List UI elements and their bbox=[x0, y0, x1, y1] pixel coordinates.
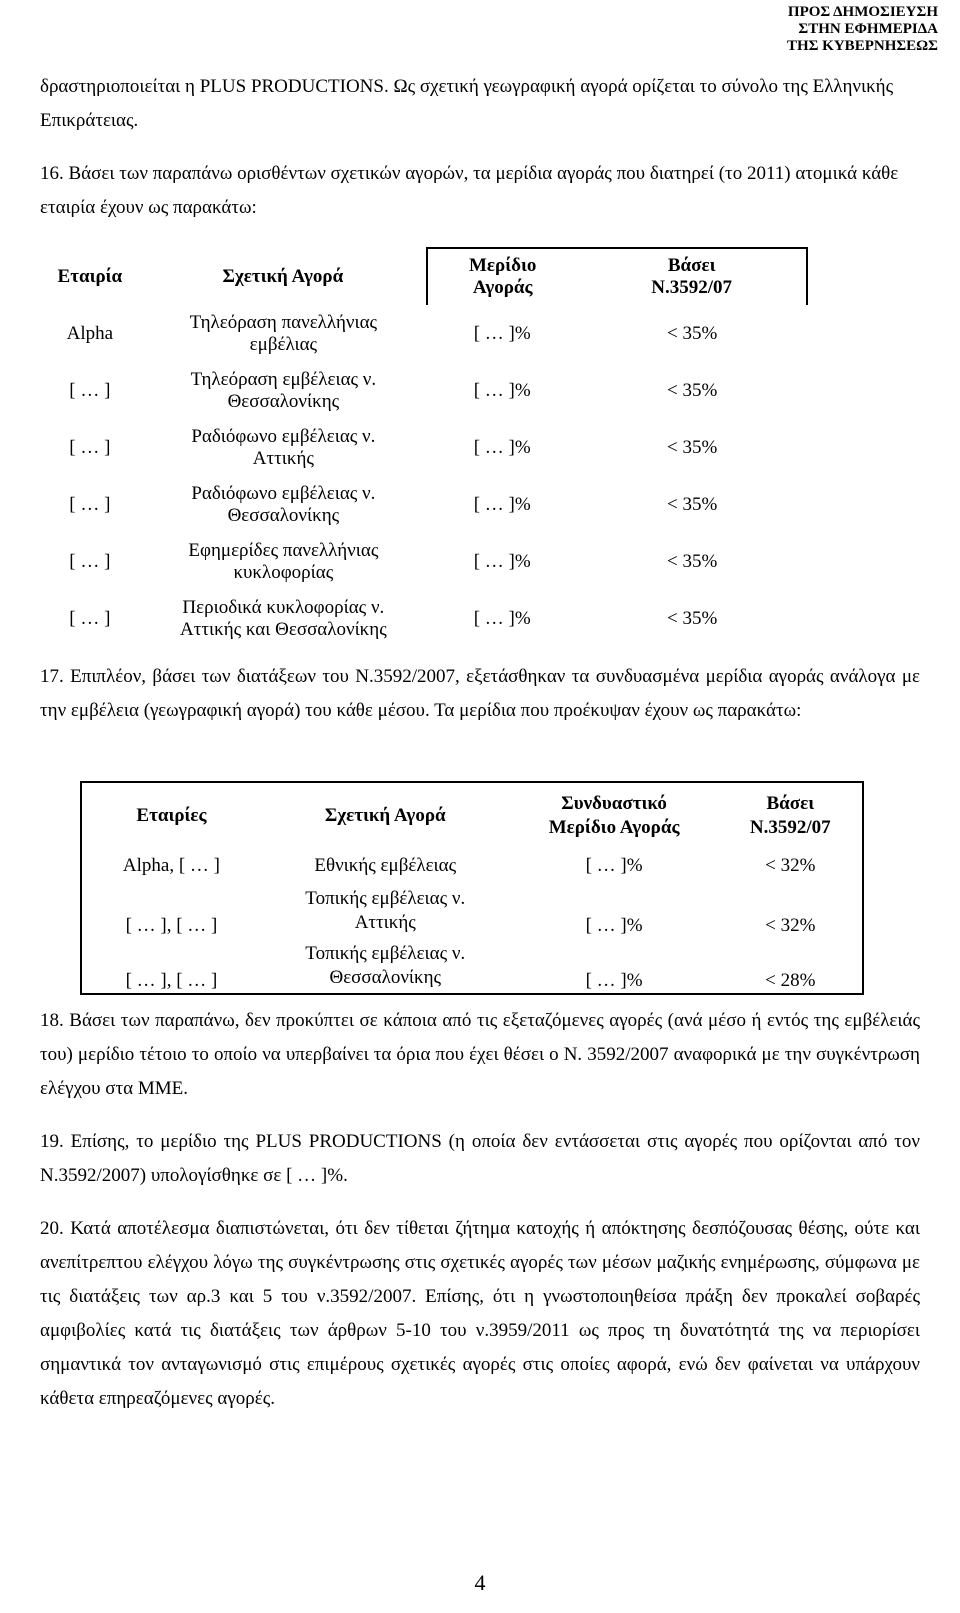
cell-market: Τοπικής εμβέλειας ν. Αττικής bbox=[305, 887, 466, 933]
cell-basis: < 35% bbox=[667, 379, 718, 401]
table-row bbox=[40, 533, 807, 590]
cell-share: [ … ]% bbox=[585, 970, 643, 991]
cell-basis: < 32% bbox=[765, 915, 816, 936]
cell-share: [ … ]% bbox=[473, 436, 531, 458]
cell-companies: Alpha, [ … ] bbox=[122, 855, 221, 876]
cell-basis: < 35% bbox=[667, 436, 718, 458]
header-line-3: ΤΗΣ ΚΥΒΕΡΝΗΣΕΩΣ bbox=[786, 38, 938, 54]
cell-share: [ … ]% bbox=[585, 915, 643, 936]
paragraph-17: 17. Επιπλέον, βάσει των διατάξεων του Ν.3592/2007, εξετάσθηκαν τα συνδυασμένα μερίδια αγοράς ανάλογα με την εμβέλεια (γεωγραφική αγορά) του κάθε μέσου. Τα μερίδια που προέκυψαν έχουν ως παρακάτω: bbox=[40, 666, 920, 721]
table-row bbox=[81, 849, 863, 883]
publication-header bbox=[787, 4, 938, 55]
intro-paragraph: δραστηριοποιείται η PLUS PRODUCTIONS. Ως σχετική γεωγραφική αγορά ορίζεται το σύνολο της Ελληνικής Επικράτειας. bbox=[40, 76, 894, 131]
individual-shares-table bbox=[40, 247, 808, 647]
cell-basis: < 28% bbox=[765, 970, 816, 991]
table-row bbox=[40, 419, 807, 476]
col-header-basis: Βάσει Ν.3592/07 bbox=[577, 248, 807, 305]
cell-share: [ … ]% bbox=[473, 379, 531, 401]
cell-basis: < 32% bbox=[765, 855, 816, 876]
cell-basis: < 35% bbox=[667, 607, 718, 629]
col-header-company: Εταιρία bbox=[57, 265, 123, 287]
cell-basis: < 35% bbox=[667, 493, 718, 515]
cell-market: Τοπικής εμβέλειας ν. Θεσσαλονίκης bbox=[305, 942, 466, 988]
cell-companies: [ … ], [ … ] bbox=[125, 970, 218, 991]
cell-market: Τηλεόραση εμβέλειας ν. Θεσσαλονίκης bbox=[190, 368, 377, 412]
cell-share: [ … ]% bbox=[473, 493, 531, 515]
table-header-row bbox=[81, 782, 863, 849]
col-header-companies: Εταιρίες bbox=[136, 805, 207, 826]
cell-share: [ … ]% bbox=[585, 855, 643, 876]
cell-market: Εθνικής εμβέλειας bbox=[314, 855, 457, 876]
col-header-market: Σχετική Αγορά bbox=[324, 805, 446, 826]
cell-share: [ … ]% bbox=[473, 322, 531, 344]
header-line-1: ΠΡΟΣ ΔΗΜΟΣΙΕΥΣΗ bbox=[787, 4, 938, 20]
paragraph-16: 16. Βάσει των παραπάνω ορισθέντων σχετικών αγορών, τα μερίδια αγοράς που διατηρεί (το 2011) ατομικά κάθε εταιρία έχουν ως παρακάτω: bbox=[40, 163, 899, 218]
page-number: 4 bbox=[474, 1570, 486, 1595]
cell-company: [ … ] bbox=[69, 379, 111, 401]
table-row bbox=[81, 883, 863, 938]
cell-share: [ … ]% bbox=[473, 550, 531, 572]
cell-company: [ … ] bbox=[69, 550, 111, 572]
cell-share: [ … ]% bbox=[473, 607, 531, 629]
cell-market: Ραδιόφωνο εμβέλειας ν. Θεσσαλονίκης bbox=[191, 482, 376, 526]
table-row bbox=[40, 362, 807, 419]
cell-basis: < 35% bbox=[667, 322, 718, 344]
paragraph-18: 18. Βάσει των παραπάνω, δεν προκύπτει σε κάποια από τις εξεταζόμενες αγορές (ανά μέσο ή εντός της εμβέλειάς του) μερίδιο τέτοιο το οποίο να υπερβαίνει τα όρια που έχει θέσει ο Ν. 3592/2007 αναφορικά με την συγκέντρωση ελέγχου στα ΜΜΕ. bbox=[40, 1010, 920, 1099]
table-header-row bbox=[40, 248, 807, 305]
table-row bbox=[40, 476, 807, 533]
col-header-basis: Βάσει Ν.3592/07 bbox=[749, 793, 831, 838]
table-row bbox=[81, 938, 863, 994]
cell-market: Περιοδικά κυκλοφορίας ν. Αττικής και Θεσσαλονίκης bbox=[180, 596, 387, 640]
table-row bbox=[40, 590, 807, 647]
cell-company: [ … ] bbox=[69, 493, 111, 515]
paragraph-20: 20. Κατά αποτέλεσμα διαπιστώνεται, ότι δεν τίθεται ζήτημα κατοχής ή απόκτησης δεσπόζουσας θέσης, ούτε και ανεπίτρεπτου ελέγχου λόγω της συγκέντρωσης στις σχετικές αγορές των μέσων μαζικής ενημέρωσης, σύμφωνα με τις διατάξεις των αρ.3 και 5 του ν.3592/2007. Επίσης, ότι η γνωστοποιηθείσα πράξη δεν προκαλεί σοβαρές αμφιβολίες κατά τις διατάξεις των άρθρων 5-10 του ν.3959/2011 ως προς τη δυνατότητά της να περιορίσει σημαντικά τον ανταγωνισμό στις επιμέρους σχετικές αγορές στις οποίες αφορά, ενώ δεν φαίνεται να υπάρχουν κάθετα επηρεαζόμενες αγορές. bbox=[40, 1218, 920, 1409]
header-line-2: ΣΤΗΝ ΕΦΗΜΕΡΙΔΑ bbox=[798, 21, 938, 37]
cell-company: Alpha bbox=[66, 322, 114, 344]
cell-companies: [ … ], [ … ] bbox=[125, 915, 218, 936]
col-header-market: Σχετική Αγορά bbox=[140, 248, 427, 305]
cell-market: Εφημερίδες πανελλήνιας κυκλοφορίας bbox=[188, 539, 379, 583]
cell-basis: < 35% bbox=[667, 550, 718, 572]
col-header-share: Μερίδιο Αγοράς bbox=[427, 248, 577, 305]
combined-shares-table bbox=[80, 781, 864, 995]
cell-market: Τηλεόραση πανελλήνιας εμβέλιας bbox=[189, 311, 378, 355]
table-row bbox=[40, 305, 807, 362]
paragraph-19: 19. Επίσης, το μερίδιο της PLUS PRODUCTIONS (η οποία δεν εντάσσεται στις αγορές που ορίζονται από τον Ν.3592/2007) υπολογίσθηκε σε [ … ]%. bbox=[40, 1131, 920, 1186]
col-header-combined-share: Συνδυαστικό Μερίδιο Αγοράς bbox=[548, 793, 680, 838]
cell-company: [ … ] bbox=[69, 436, 111, 458]
cell-company: [ … ] bbox=[69, 607, 111, 629]
cell-market: Ραδιόφωνο εμβέλειας ν. Αττικής bbox=[191, 425, 376, 469]
